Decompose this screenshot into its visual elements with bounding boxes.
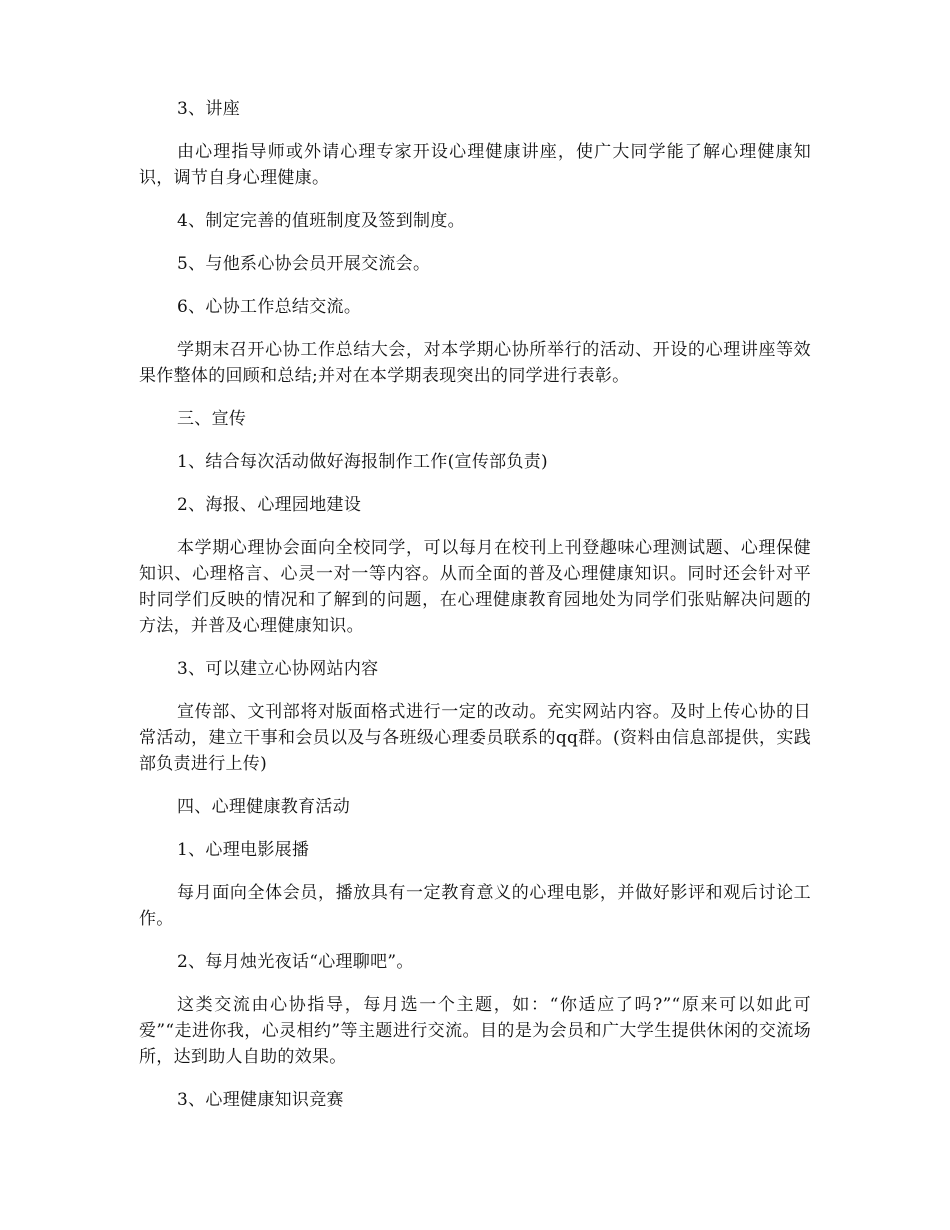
section-heading: 四、心理健康教育活动 [177,797,350,817]
item-heading: 2、海报、心理园地建设 [177,495,362,515]
body-paragraph: 每月面向全体会员，播放具有一定教育意义的心理电影，并做好影评和观后讨论工作。 [139,883,811,929]
body-paragraph: 由心理指导师或外请心理专家开设心理健康讲座，使广大同学能了解心理健康知识，调节自身心理健康。 [139,142,811,188]
item-heading: 5、与他系心协会员开展交流会。 [177,254,431,274]
body-paragraph: 学期末召开心协工作总结大会，对本学期心协所举行的活动、开设的心理讲座等效果作整体的回顾和总结;并对在本学期表现突出的同学进行表彰。 [139,340,811,386]
item-heading: 3、讲座 [177,99,241,119]
item-heading: 2、每月烛光夜话“心理聊吧”。 [177,952,414,972]
section-heading: 三、宣传 [177,409,247,429]
item-heading: 3、可以建立心协网站内容 [177,659,379,679]
item-heading: 6、心协工作总结交流。 [177,297,362,317]
item-heading: 4、制定完善的值班制度及签到制度。 [177,211,465,231]
body-paragraph: 宣传部、文刊部将对版面格式进行一定的改动。充实网站内容。及时上传心协的日常活动，建立干事和会员以及与各班级心理委员联系的qq群。(资料由信息部提供，实践部负责进行上传) [139,702,811,774]
document-body [139,96,811,1130]
item-heading: 1、结合每次活动做好海报制作工作(宣传部负责) [177,452,548,472]
body-paragraph: 本学期心理协会面向全校同学，可以每月在校刊上刊登趣味心理测试题、心理保健知识、心理格言、心灵一对一等内容。从而全面的普及心理健康知识。同时还会针对平时同学们反映的情况和了解到的问题，在心理健康教育园地处为同学们张贴解决问题的方法，并普及心理健康知识。 [139,538,811,636]
item-heading: 3、心理健康知识竞赛 [177,1090,344,1110]
body-paragraph: 这类交流由心协指导，每月选一个主题，如：“你适应了吗?”“原来可以如此可爱”“走进你我，心灵相约”等主题进行交流。目的是为会员和广大学生提供休闲的交流场所，达到助人自助的效果。 [139,995,811,1067]
item-heading: 1、心理电影展播 [177,840,310,860]
